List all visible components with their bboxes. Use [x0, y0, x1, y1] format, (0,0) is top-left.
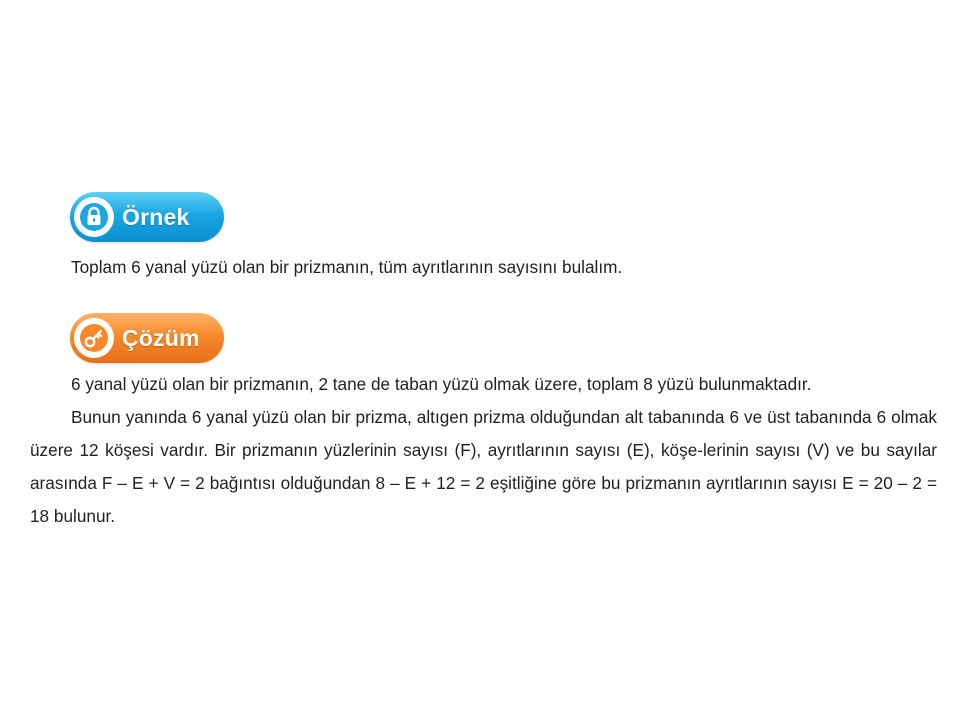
solution-paragraph-1: 6 yanal yüzü olan bir prizmanın, 2 tane de taban yüzü olmak üzere, toplam 8 yüzü bulunmaktadır.	[71, 374, 812, 394]
solution-label: Çözüm	[122, 324, 200, 351]
solution-text	[30, 368, 937, 533]
example-text	[30, 251, 937, 284]
example-question: Toplam 6 yanal yüzü olan bir prizmanın, tüm ayrıtlarının sayısını bulalım.	[71, 257, 623, 277]
example-label: Örnek	[122, 203, 190, 230]
solution-paragraph-2: Bunun yanında 6 yanal yüzü olan bir prizma, altıgen prizma olduğundan alt tabanında 6 ve üst tabanında 6 olmak üzere 12 köşesi vardır. Bir prizmanın yüzlerinin sayısı (F), ayrıtlarının sayısı (E), köşe-lerinin sayısı (V) ve bu sayılar arasında F – E + V = 2 bağıntısı olduğundan 8 – E + 12 = 2 eşitliğine göre bu prizmanın ayrıtlarının sayısı E = 20 – 2 = 18 bulunur.	[30, 407, 937, 526]
lock-icon	[74, 197, 114, 237]
example-badge	[70, 192, 224, 242]
key-icon	[74, 318, 114, 358]
solution-badge	[70, 313, 224, 363]
